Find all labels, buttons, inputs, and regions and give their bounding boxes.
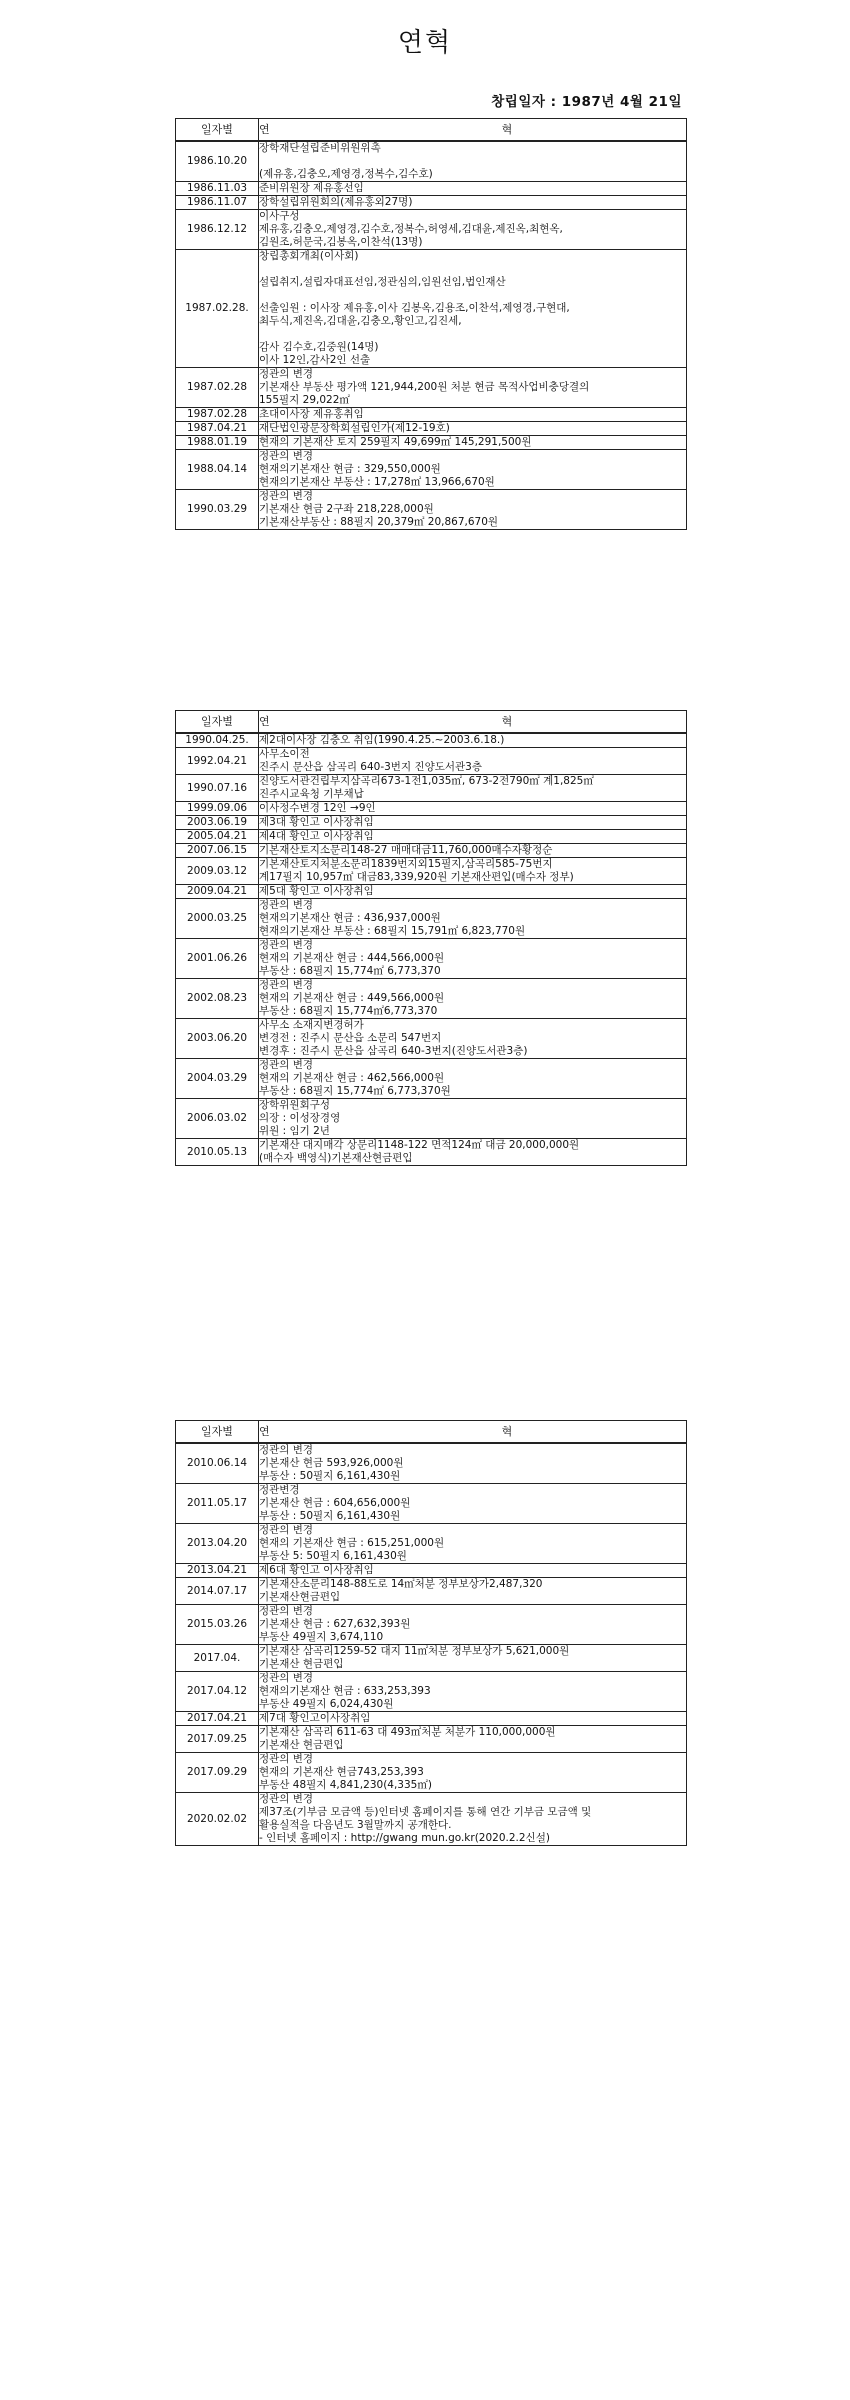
header-content-b: 혁 (501, 1425, 513, 1438)
table-row (176, 844, 687, 858)
table-row (176, 1524, 687, 1564)
history-table-3 (175, 1420, 687, 1846)
row-content: 정관의 변경 기본재산 현금 : 627,632,393원 부동산 49필지 3,674,110 (259, 1605, 687, 1645)
table-row (176, 1726, 687, 1753)
row-date: 2017.04.21 (176, 1712, 259, 1726)
row-content: 창립총회개최(이사회) 설립취지,설립자대표선임,정관심의,임원선임,법인재산 선출임원 : 이사장 제유홍,이사 김봉옥,김용조,이찬석,제영경,구현대, 최두식,제진옥,김대윤,김충오,황인고,김진세, 감사 김수호,김중원(14명) 이사 12인,감사2인 선출 (259, 250, 687, 368)
row-date: 1988.01.19 (176, 436, 259, 450)
row-content: 사무소 소재지변경허가 변경전 : 진주시 문산읍 소문리 547번지 변경후 : 진주시 문산읍 삼곡리 640-3번지(진양도서관3층) (259, 1019, 687, 1059)
row-content: 사무소이전 진주시 문산읍 삼곡리 640-3번지 진양도서관3층 (259, 748, 687, 775)
row-content: 장학재단설립준비위원위촉 (제유홍,김충오,제영경,정복수,김수호) (259, 141, 687, 182)
row-content: 정관의 변경 현재의 기본재산 현금 : 449,566,000원 부동산 : 68필지 15,774㎡6,773,370 (259, 979, 687, 1019)
table-body (176, 733, 687, 1166)
header-content-b: 혁 (501, 123, 513, 136)
row-date: 1990.03.29 (176, 490, 259, 530)
row-date: 2003.06.20 (176, 1019, 259, 1059)
row-date: 2017.04. (176, 1645, 259, 1672)
header-content-a: 연 (259, 1425, 270, 1438)
table-row (176, 1793, 687, 1846)
table-row (176, 858, 687, 885)
table-row (176, 210, 687, 250)
table-row (176, 490, 687, 530)
row-content: 정관의 변경 기본재산 부동산 평가액 121,944,200원 처분 현금 목적사업비충당결의 155필지 29,022㎡ (259, 368, 687, 408)
table-row (176, 182, 687, 196)
row-content: 정관의 변경 현재의 기본재산 현금743,253,393 부동산 48필지 4,841,230(4,335㎡) (259, 1753, 687, 1793)
row-content: 제6대 황인고 이사장취임 (259, 1564, 687, 1578)
row-content: 현재의 기본재산 토지 259필지 49,699㎡ 145,291,500원 (259, 436, 687, 450)
table-row (176, 1645, 687, 1672)
row-content: 이사구성 제유홍,김충오,제영경,김수호,정복수,허영세,김대윤,제진옥,최현옥, 김원조,허문국,김봉옥,이찬석(13명) (259, 210, 687, 250)
header-content-b: 혁 (501, 715, 513, 728)
header-content-a: 연 (259, 715, 270, 728)
table-row (176, 775, 687, 802)
row-date: 2011.05.17 (176, 1484, 259, 1524)
row-content: 진양도서관건립부지삼곡리673-1전1,035㎡, 673-2전790㎡ 계1,825㎡ 진주시교육청 기부채납 (259, 775, 687, 802)
table-row (176, 1099, 687, 1139)
page-title: 연혁 (397, 28, 453, 58)
row-date: 2000.03.25 (176, 899, 259, 939)
table-row (176, 1059, 687, 1099)
row-date: 2015.03.26 (176, 1605, 259, 1645)
table-row (176, 1605, 687, 1645)
table-row (176, 1753, 687, 1793)
row-date: 2005.04.21 (176, 830, 259, 844)
row-date: 1999.09.06 (176, 802, 259, 816)
row-content: 정관의 변경 현재의 기본재산 현금 : 615,251,000원 부동산 5: 50필지 6,161,430원 (259, 1524, 687, 1564)
row-content: 제3대 황인고 이사장취임 (259, 816, 687, 830)
table-row (176, 422, 687, 436)
row-content: 이사정수변경 12인 →9인 (259, 802, 687, 816)
row-date: 2007.06.15 (176, 844, 259, 858)
table-row (176, 733, 687, 748)
row-date: 2004.03.29 (176, 1059, 259, 1099)
row-content: 정관의 변경 기본재산 현금 2구좌 218,228,000원 기본재산부동산 : 88필지 20,379㎡ 20,867,670원 (259, 490, 687, 530)
table-row (176, 141, 687, 182)
header-content-a: 연 (259, 123, 270, 136)
row-content: 준비위원장 제유홍선임 (259, 182, 687, 196)
table-row (176, 816, 687, 830)
row-content: 기본재산토지소문리148-27 매매대금11,760,000매수자황정순 (259, 844, 687, 858)
row-content: 기본재산 삼곡리1259-52 대지 11㎡처분 정부보상가 5,621,000원 기본재산 현금편입 (259, 1645, 687, 1672)
row-date: 2020.02.02 (176, 1793, 259, 1846)
row-content: 기본재산 삼곡리 611-63 대 493㎡처분 처분가 110,000,000원 기본재산 현금편입 (259, 1726, 687, 1753)
row-date: 2006.03.02 (176, 1099, 259, 1139)
table-body (176, 141, 687, 530)
table-row (176, 885, 687, 899)
row-content: 제2대이사장 김충오 취임(1990.4.25.~2003.6.18.) (259, 733, 687, 748)
table-row (176, 802, 687, 816)
row-date: 1987.02.28 (176, 368, 259, 408)
row-date: 1990.07.16 (176, 775, 259, 802)
header-content (259, 1421, 687, 1444)
row-content: 정관의 변경 현재의 기본재산 현금 : 444,566,000원 부동산 : 68필지 15,774㎡ 6,773,370 (259, 939, 687, 979)
table-row (176, 436, 687, 450)
table-row (176, 250, 687, 368)
table-row (176, 1019, 687, 1059)
row-date: 2010.05.13 (176, 1139, 259, 1166)
row-date: 2010.06.14 (176, 1443, 259, 1484)
table-row (176, 408, 687, 422)
history-table-2 (175, 710, 687, 1166)
row-content: 초대이사장 제유홍취임 (259, 408, 687, 422)
row-content: 정관변경 기본재산 현금 : 604,656,000원 부동산 : 50필지 6,161,430원 (259, 1484, 687, 1524)
table-row (176, 1672, 687, 1712)
row-content: 제5대 황인고 이사장취임 (259, 885, 687, 899)
row-date: 1987.02.28. (176, 250, 259, 368)
row-content: 장학위원회구성 의장 : 이성장경영 위원 : 임기 2년 (259, 1099, 687, 1139)
row-date: 2002.08.23 (176, 979, 259, 1019)
header-content (259, 711, 687, 734)
table-header-row (176, 1421, 687, 1444)
table-header-row (176, 711, 687, 734)
table-row (176, 1484, 687, 1524)
table-row (176, 196, 687, 210)
history-table-1 (175, 118, 687, 530)
table-row (176, 450, 687, 490)
table-body (176, 1443, 687, 1846)
header-date: 일자별 (176, 711, 259, 734)
table-row (176, 899, 687, 939)
row-date: 2017.09.25 (176, 1726, 259, 1753)
row-date: 1992.04.21 (176, 748, 259, 775)
table-row (176, 748, 687, 775)
row-content: 기본재산토지처분소문리1839번지외15필지,삼곡리585-75번지 계17필지 10,957㎡ 대금83,339,920원 기본재산편입(매수자 정부) (259, 858, 687, 885)
row-date: 2003.06.19 (176, 816, 259, 830)
row-content: 정관의 변경 현재의기본재산 현금 : 633,253,393 부동산 49필지 6,024,430원 (259, 1672, 687, 1712)
row-content: 기본재산소문리148-88도로 14㎡처분 정부보상가2,487,320 기본재산현금편입 (259, 1578, 687, 1605)
header-content (259, 119, 687, 142)
table-row (176, 1712, 687, 1726)
table-header-row (176, 119, 687, 142)
row-date: 1986.10.20 (176, 141, 259, 182)
row-content: 정관의 변경 기본재산 현금 593,926,000원 부동산 : 50필지 6,161,430원 (259, 1443, 687, 1484)
row-content: 기본재산 대지매각 상문리1148-122 면적124㎡ 대금 20,000,000원 (매수자 백영식)기본재산현금편입 (259, 1139, 687, 1166)
row-date: 1987.04.21 (176, 422, 259, 436)
table-row (176, 1139, 687, 1166)
row-date: 1988.04.14 (176, 450, 259, 490)
row-date: 2017.09.29 (176, 1753, 259, 1793)
row-date: 2017.04.12 (176, 1672, 259, 1712)
table-row (176, 1578, 687, 1605)
row-date: 2013.04.20 (176, 1524, 259, 1564)
row-date: 1990.04.25. (176, 733, 259, 748)
table-row (176, 939, 687, 979)
row-date: 2014.07.17 (176, 1578, 259, 1605)
table-row (176, 830, 687, 844)
table-row (176, 1443, 687, 1484)
row-date: 1986.11.07 (176, 196, 259, 210)
row-content: 제7대 황인고이사장취임 (259, 1712, 687, 1726)
row-date: 1987.02.28 (176, 408, 259, 422)
row-date: 2009.03.12 (176, 858, 259, 885)
header-date: 일자별 (176, 1421, 259, 1444)
row-content: 정관의 변경 현재의기본재산 현금 : 436,937,000원 현재의기본재산 부동산 : 68필지 15,791㎡ 6,823,770원 (259, 899, 687, 939)
row-content: 장학설립위원회의(제유홍외27명) (259, 196, 687, 210)
row-date: 2013.04.21 (176, 1564, 259, 1578)
row-content: 재단법인광문장학회설립인가(제12-19호) (259, 422, 687, 436)
row-content: 정관의 변경 제37조(기부금 모금액 등)인터넷 홈페이지를 통해 연간 기부금 모금액 및 활용실적을 다음년도 3월말까지 공개한다. - 인터넷 홈페이지 : http://gwang mun.go.kr(2020.2.2신설) (259, 1793, 687, 1846)
table-row (176, 368, 687, 408)
row-content: 정관의 변경 현재의기본재산 현금 : 329,550,000원 현재의기본재산 부동산 : 17,278㎡ 13,966,670원 (259, 450, 687, 490)
row-date: 1986.12.12 (176, 210, 259, 250)
header-date: 일자별 (176, 119, 259, 142)
table-row (176, 979, 687, 1019)
row-date: 2001.06.26 (176, 939, 259, 979)
row-date: 1986.11.03 (176, 182, 259, 196)
row-content: 제4대 황인고 이사장취임 (259, 830, 687, 844)
row-date: 2009.04.21 (176, 885, 259, 899)
table-row (176, 1564, 687, 1578)
row-content: 정관의 변경 현재의 기본재산 현금 : 462,566,000원 부동산 : 68필지 15,774㎡ 6,773,370원 (259, 1059, 687, 1099)
founding-date: 창립일자 : 1987년 4월 21일 (491, 94, 682, 110)
